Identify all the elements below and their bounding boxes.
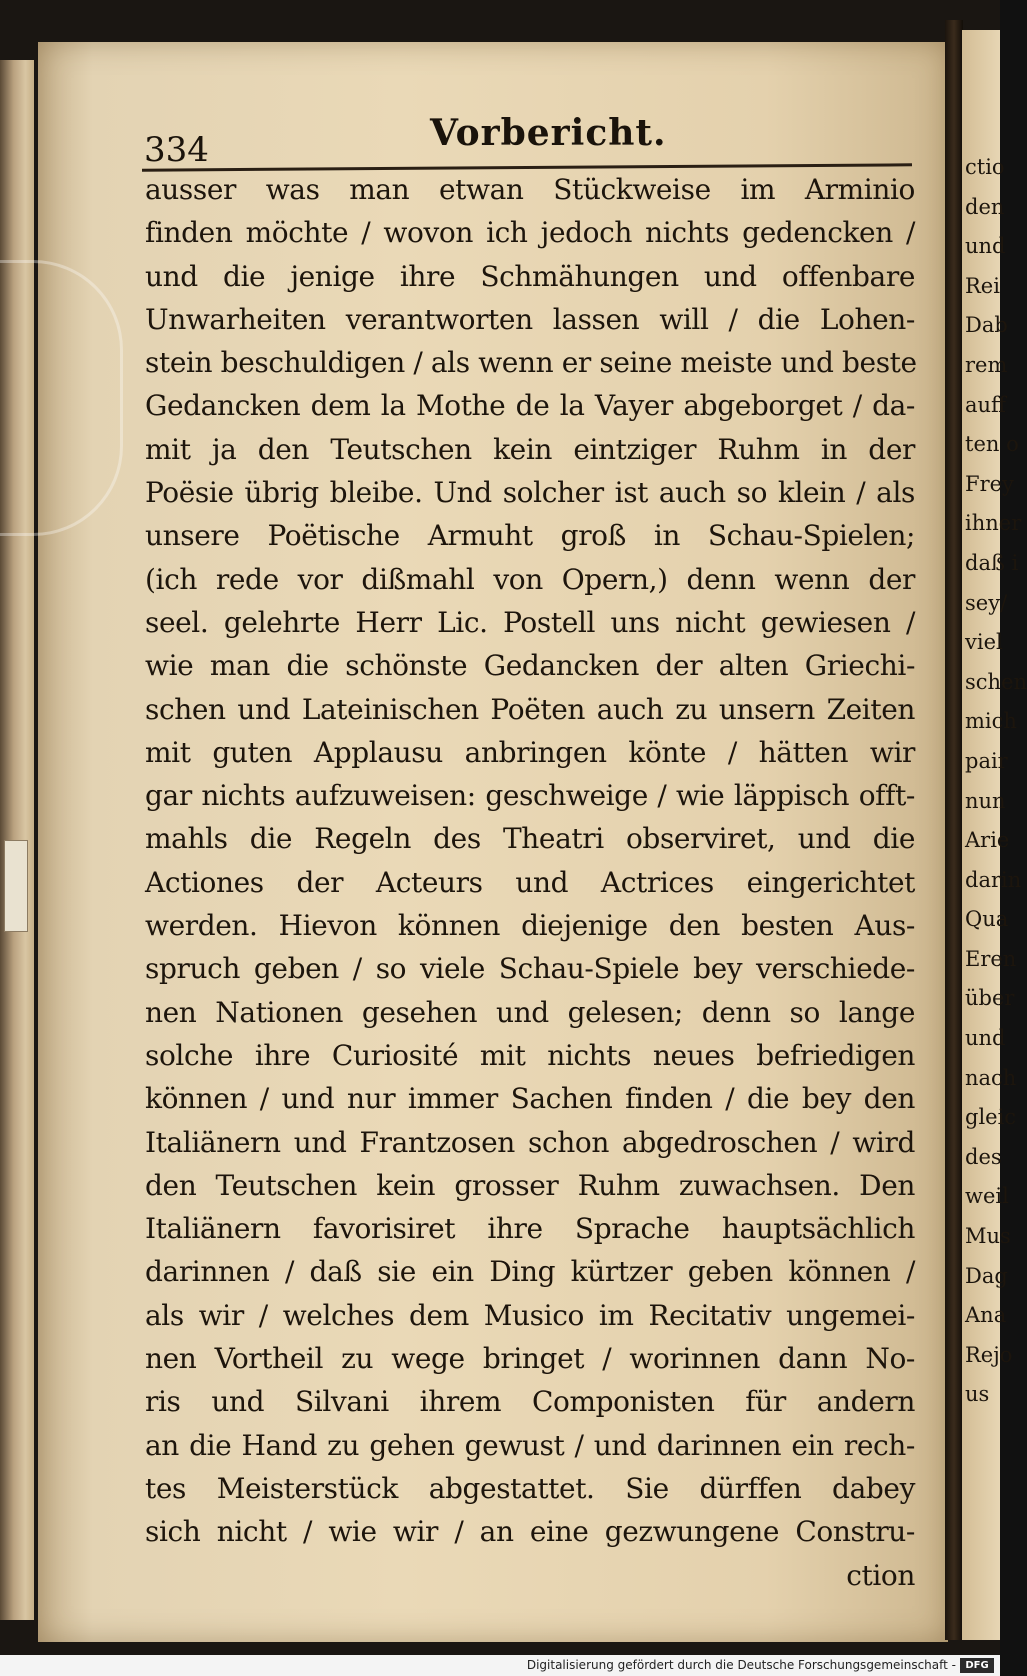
facing-page-fragment: nach (965, 1065, 1017, 1090)
text-line: finden möchte / wovon ich jedoch nichts gedencken / (145, 216, 915, 250)
facing-page-fragment: ctio (965, 155, 1005, 179)
text-line: tes Meisterstück abgestattet. Sie dürffen dabey (145, 1471, 915, 1505)
facing-page-fragment: den (965, 194, 1005, 219)
text-line: ris und Silvani ihrem Componisten für andern (145, 1385, 915, 1419)
facing-page-fragment: Qua (965, 907, 1009, 932)
text-line: mahls die Regeln des Theatri observiret, und die (145, 822, 915, 856)
lens-glare (0, 260, 123, 536)
facing-page-fragment: über (965, 986, 1015, 1011)
facing-page-fragment: Rejo (965, 1342, 1013, 1367)
body-text (145, 168, 915, 1597)
facing-page-fragment: pair (965, 748, 1008, 773)
running-title: Vorbericht. (430, 112, 667, 154)
facing-page-text (962, 148, 1027, 1415)
text-line: ausser was man etwan Stückweise im Arminio (145, 173, 915, 206)
facing-page-fragment: viel (965, 630, 1003, 655)
text-line: stein beschuldigen / als wenn er seine meiste und beste (145, 346, 917, 380)
text-line: den Teutschen kein grosser Ruhm zuwachsen. Den (145, 1168, 915, 1202)
page-marker-tab (4, 840, 28, 932)
facing-page-fragment: und (965, 1026, 1006, 1051)
text-line: mit guten Applausu anbringen könte / hätten wir (145, 735, 915, 769)
text-line: seel. gelehrte Herr Lic. Postell uns nicht gewiesen / (145, 605, 915, 639)
footer-credit: Digitalisierung gefördert durch die Deutsche Forschungsgemeinschaft - (526, 1658, 956, 1672)
text-line: darinnen / daß sie ein Ding kürtzer geben können / (145, 1255, 915, 1289)
facing-page-fragment: und (965, 234, 1006, 259)
facing-page-fragment: Ana (965, 1303, 1007, 1328)
text-line: nen Vortheil zu wege bringet / worinnen dann No- (145, 1342, 915, 1376)
facing-page-fragment: Mus (965, 1224, 1011, 1249)
facing-page-fragment: Rei (965, 273, 1000, 298)
text-line: ction (846, 1558, 915, 1592)
digitization-footer (0, 1655, 1000, 1676)
facing-page-fragment: Dab (965, 313, 1008, 338)
facing-page-fragment: Arie (965, 828, 1010, 853)
text-line: nen Nationen gesehen und gelesen; denn so lange (145, 995, 915, 1029)
text-line: als wir / welches dem Musico im Recitativ ungemei- (145, 1298, 915, 1332)
text-line: (ich rede vor dißmahl von Opern,) denn wenn der (145, 562, 915, 596)
text-line: gar nichts aufzuweisen: geschweige / wie läppisch offt- (145, 779, 915, 813)
facing-page-fragment: rem (965, 352, 1008, 377)
text-line: sich nicht / wie wir / an eine gezwungene Constru- (145, 1515, 915, 1549)
facing-page-fragment: schen (965, 669, 1027, 694)
facing-page-fragment: auff (965, 392, 1006, 417)
text-line: Unwarheiten verantworten lassen will / die Lohen- (145, 302, 915, 336)
text-line: Italiänern und Frantzosen schon abgedroschen / wird (145, 1125, 915, 1159)
text-line: Actiones der Acteurs und Actrices eingerichtet (145, 865, 915, 899)
facing-page-fragment: Dag (965, 1263, 1008, 1288)
facing-page-fragment: gleic (965, 1105, 1017, 1130)
text-line: Gedancken dem la Mothe de la Vayer abgeborget / da- (145, 389, 915, 423)
text-line: an die Hand zu gehen gewust / und darinnen ein rech- (145, 1428, 915, 1462)
facing-page-fragment: mich (965, 709, 1017, 734)
text-line: Poësie übrig bleibe. Und solcher ist auch so klein / als (145, 476, 915, 510)
text-line: werden. Hievon können diejenige den besten Aus- (145, 909, 915, 943)
text-line: wie man die schönste Gedancken der alten Griechi- (145, 649, 915, 683)
page-number: 334 (144, 130, 209, 170)
facing-page-fragment: Frey (965, 471, 1014, 496)
facing-page (962, 30, 1027, 1640)
text-line: spruch geben / so viele Schau-Spiele bey verschiede- (145, 952, 915, 986)
book-gutter (945, 20, 963, 1640)
facing-page-fragment: us (965, 1382, 990, 1407)
text-line: Italiänern favorisiret ihre Sprache hauptsächlich (145, 1212, 915, 1246)
facing-page-fragment: nun (965, 788, 1006, 813)
text-line: und die jenige ihre Schmähungen und offenbare (145, 259, 915, 293)
dfg-logo: DFG (960, 1658, 994, 1673)
text-line: können / und nur immer Sachen finden / die bey den (145, 1082, 915, 1116)
facing-page-fragment: sey/ (965, 590, 1008, 615)
facing-page-fragment: ten o (965, 432, 1019, 457)
facing-page-fragment: darin (965, 867, 1022, 892)
text-line: solche ihre Curiosité mit nichts neues befriedigen (145, 1038, 915, 1072)
page-header (100, 108, 910, 170)
text-line: unsere Poëtische Armuht groß in Schau-Spielen; (145, 519, 915, 553)
facing-page-fragment: ihner (965, 511, 1022, 536)
facing-page-fragment: des (965, 1144, 1002, 1169)
facing-page-fragment: daß i (965, 550, 1019, 575)
text-line: schen und Lateinischen Poëten auch zu unsern Zeiten (145, 692, 915, 726)
facing-page-fragment: weil (965, 1184, 1009, 1209)
text-line: mit ja den Teutschen kein eintziger Ruhm in der (145, 432, 915, 466)
facing-page-fragment: Eren (965, 946, 1017, 971)
